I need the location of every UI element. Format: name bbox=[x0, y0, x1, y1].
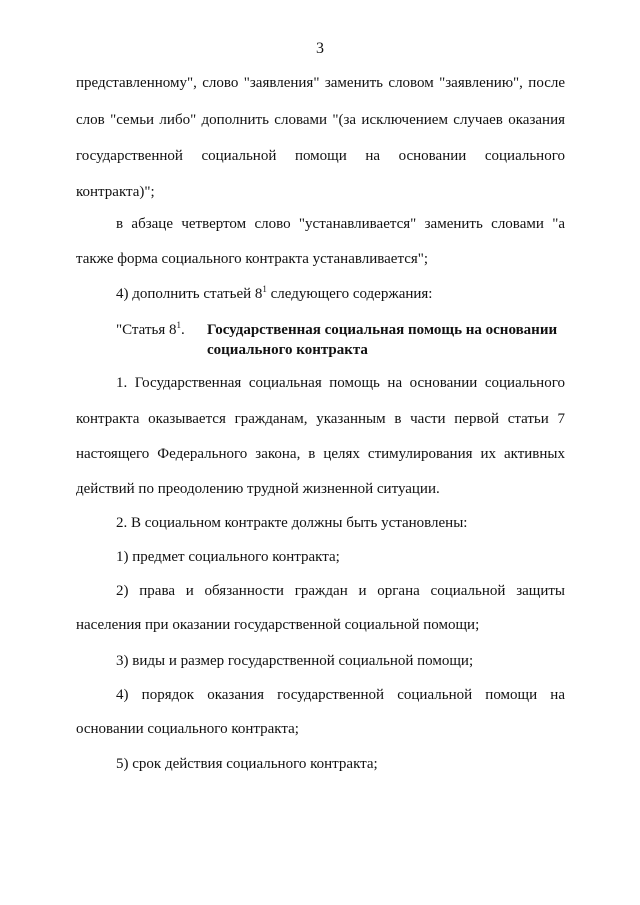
text-fragment: 4) дополнить статьей 8 bbox=[116, 286, 263, 302]
article-label bbox=[116, 320, 185, 340]
text-line: контракта оказывается гражданам, указанным в части первой статьи 7 bbox=[76, 411, 565, 427]
text-fragment: следующего содержания: bbox=[266, 286, 433, 302]
text-line: настоящего Федерального закона, в целях стимулирования их активных bbox=[76, 446, 565, 462]
superscript: 1 bbox=[262, 284, 267, 294]
text-line: в абзаце четвертом слово "устанавливается" заменить словами "а bbox=[116, 216, 565, 232]
article-title-line: социального контракта bbox=[207, 342, 368, 358]
text-line: представленному", слово "заявления" заменить словом "заявлению", после bbox=[76, 75, 565, 91]
text-line: 2. В социальном контракте должны быть установлены: bbox=[116, 515, 468, 531]
text-line: также форма социального контракта устанавливается"; bbox=[76, 251, 429, 267]
text-line: населения при оказании государственной социальной помощи; bbox=[76, 617, 480, 633]
article-title-line: Государственная социальная помощь на основании bbox=[207, 322, 558, 338]
list-item: 5) срок действия социального контракта; bbox=[116, 756, 378, 772]
superscript: 1 bbox=[176, 320, 181, 330]
list-item: 1) предмет социального контракта; bbox=[116, 549, 340, 565]
page-number: 3 bbox=[316, 40, 324, 57]
text-line: слов "семьи либо" дополнить словами "(за исключением случаев оказания bbox=[76, 112, 565, 128]
text-fragment: . bbox=[180, 322, 185, 338]
text-line: основании социального контракта; bbox=[76, 721, 299, 737]
text-line: государственной социальной помощи на основании социального bbox=[76, 148, 565, 164]
text-line: действий по преодолению трудной жизненной ситуации. bbox=[76, 481, 440, 497]
amendment-item-4 bbox=[116, 284, 565, 304]
text-line: контракта)"; bbox=[76, 184, 155, 200]
article-title bbox=[207, 320, 567, 360]
text-line: 1. Государственная социальная помощь на основании социального bbox=[116, 375, 565, 391]
text-fragment: "Статья 8 bbox=[116, 322, 177, 338]
list-item: 4) порядок оказания государственной социальной помощи на bbox=[116, 687, 565, 703]
list-item: 3) виды и размер государственной социальной помощи; bbox=[116, 653, 474, 669]
list-item: 2) права и обязанности граждан и органа социальной защиты bbox=[116, 583, 565, 599]
